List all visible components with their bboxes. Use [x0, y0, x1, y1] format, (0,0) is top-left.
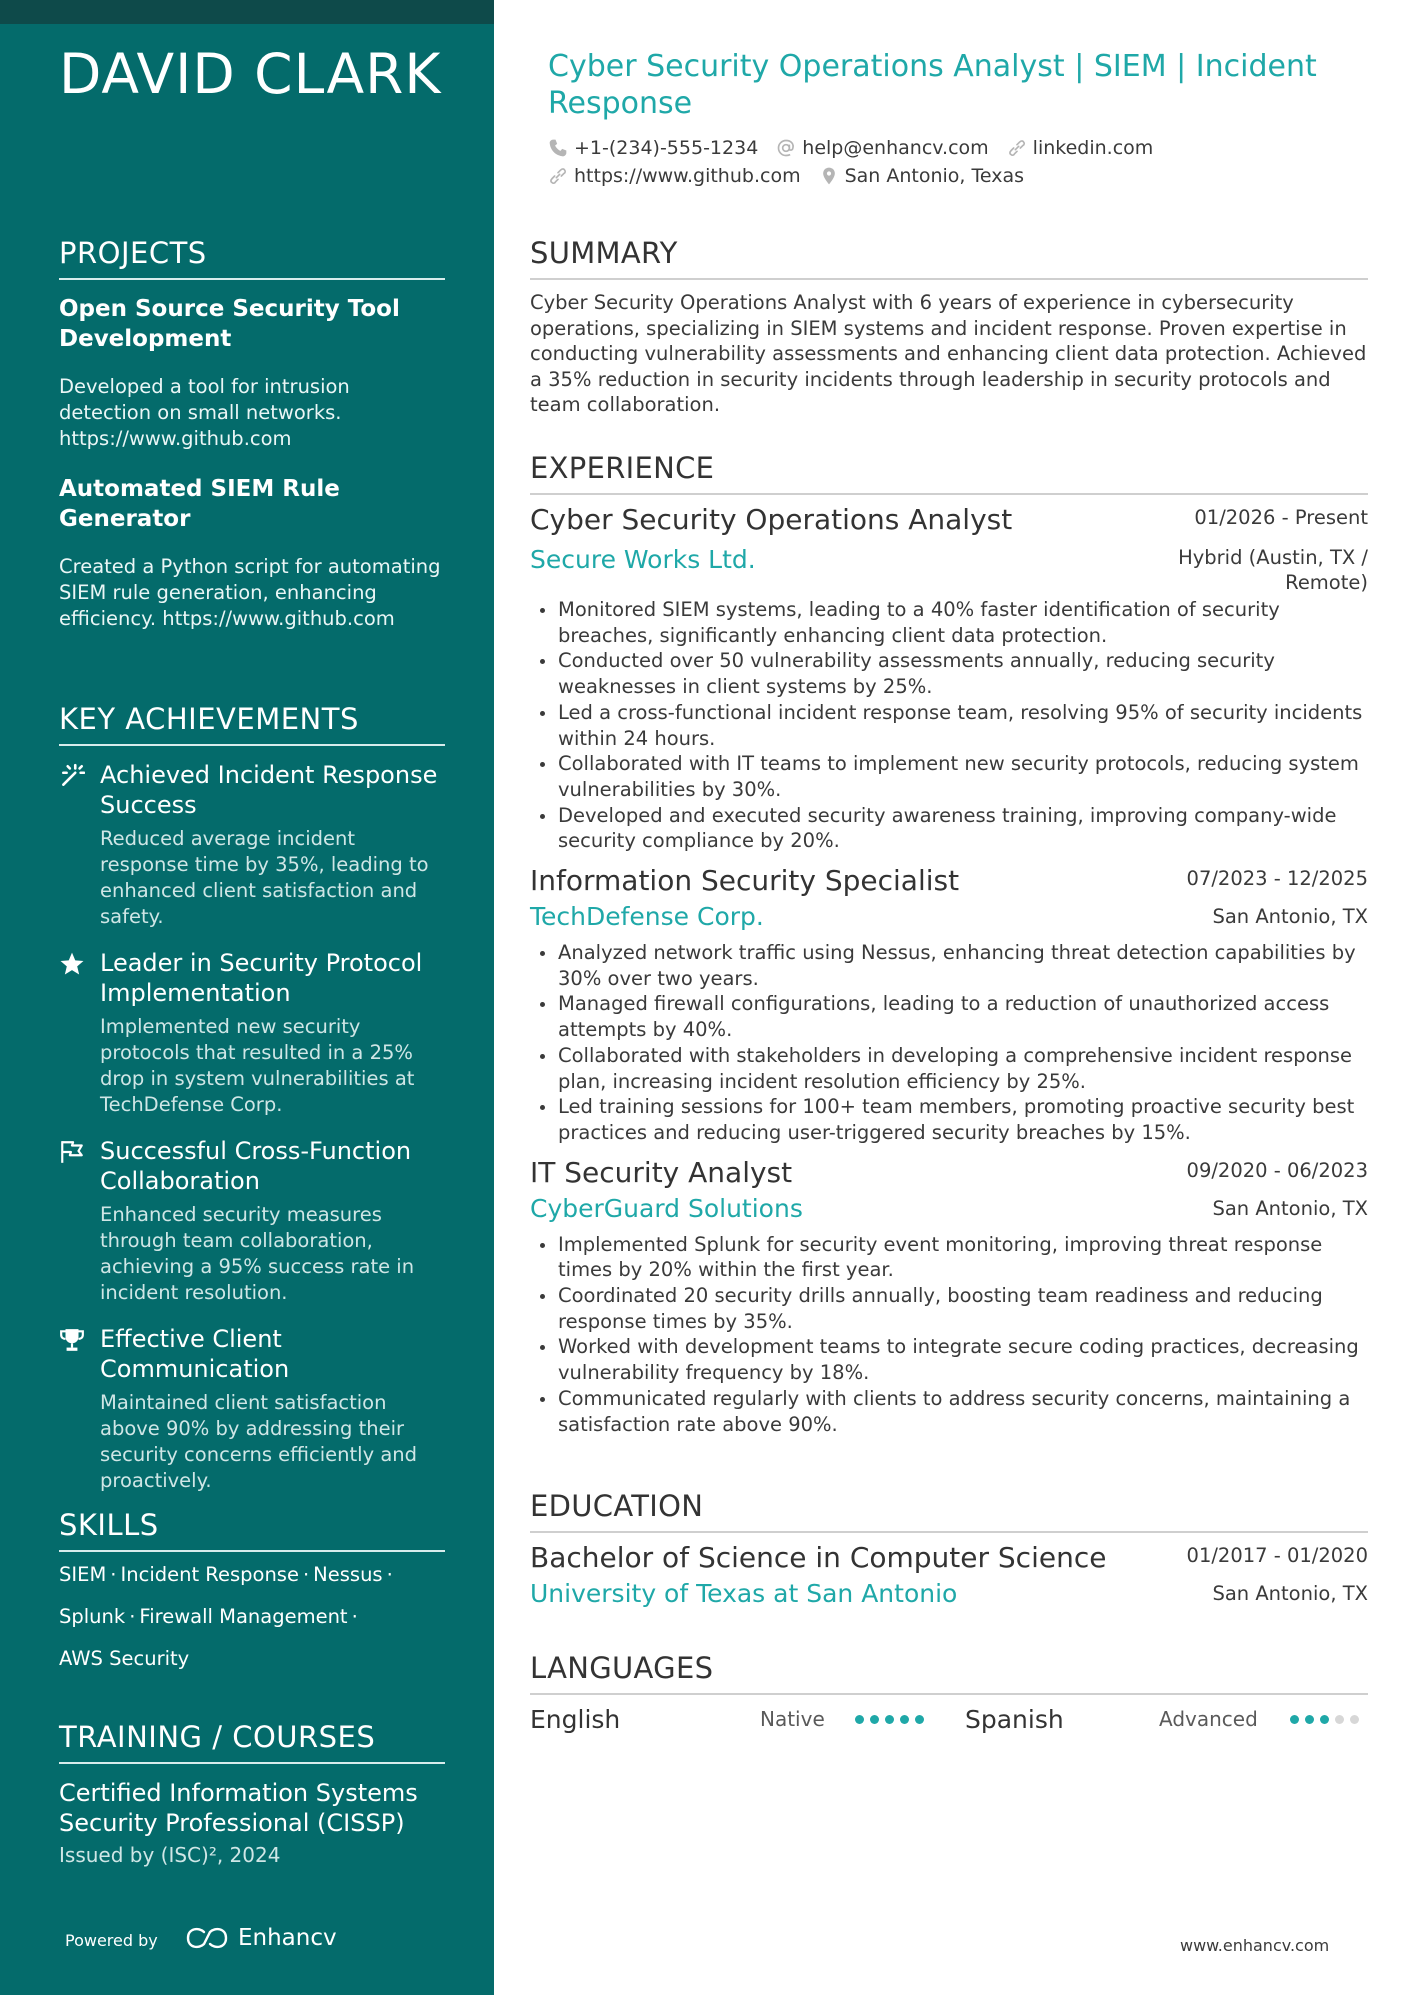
- skills-line: [59, 1554, 445, 1596]
- achievement-title: Leader in Security Protocol Implementation: [100, 949, 423, 1007]
- rating-dot: [915, 1715, 924, 1724]
- job-bullet: Coordinated 20 security drills annually, boosting team readiness and reducing response times by 35%.: [530, 1283, 1368, 1334]
- skill-tag: Nessus: [313, 1563, 383, 1586]
- rating-dot: [855, 1715, 864, 1724]
- job-title: IT Security Analyst: [530, 1155, 793, 1189]
- skill-tag: SIEM: [59, 1563, 107, 1586]
- job-date: 07/2023 - 12/2025: [1186, 867, 1368, 891]
- skill-tag: Firewall Management: [139, 1605, 348, 1628]
- job-title: Information Security Specialist: [530, 864, 960, 898]
- job-date: 09/2020 - 06/2023: [1186, 1158, 1368, 1182]
- achievement-item: [59, 1324, 445, 1494]
- job-bullet: Led training sessions for 100+ team members, promoting proactive security best practices and reducing user-triggered security breaches by 15%.: [530, 1094, 1368, 1145]
- experience-title: EXPERIENCE: [530, 451, 1368, 495]
- language-level: Native: [760, 1707, 825, 1731]
- project-description: Created a Python script for automating SIEM rule generation, enhancing efficiency. https://www.github.com: [59, 555, 441, 630]
- education-title: EDUCATION: [530, 1489, 1368, 1533]
- phone-icon: [548, 138, 568, 158]
- skill-separator: ·: [386, 1563, 393, 1586]
- training-title: TRAINING / COURSES: [59, 1720, 445, 1764]
- language-rating: [1290, 1715, 1359, 1724]
- projects-title: PROJECTS: [59, 236, 445, 280]
- job-bullet: Monitored SIEM systems, leading to a 40% faster identification of security breaches, significantly enhancing client data protection.: [530, 597, 1368, 648]
- contact-location: [819, 165, 1024, 187]
- linkedin-text: linkedin.com: [1032, 137, 1154, 159]
- magic-wand-icon: [59, 763, 85, 789]
- achievement-description: Implemented new security protocols that resulted in a 25% drop in system vulnerabilities at TechDefense Corp.: [100, 1015, 415, 1116]
- project-title: Open Source Security Tool Development: [59, 296, 400, 352]
- job-bullets: [530, 940, 1368, 1146]
- flag-icon: [59, 1139, 85, 1165]
- rating-dot: [885, 1715, 894, 1724]
- job-bullet: Collaborated with stakeholders in developing a comprehensive incident response plan, increasing incident resolution efficiency by 25%.: [530, 1043, 1368, 1094]
- job-bullet: Developed and executed security awareness training, improving company-wide security compliance by 20%.: [530, 803, 1368, 854]
- link-icon: [1007, 138, 1027, 158]
- projects-section: [59, 236, 445, 654]
- contact-github[interactable]: [548, 165, 801, 187]
- experience-section: [530, 451, 1368, 1445]
- job-entry: [530, 862, 1368, 1146]
- achievement-description: Reduced average incident response time by 35%, leading to enhanced client satisfaction and safety.: [100, 827, 429, 928]
- project-description: Developed a tool for intrusion detection on small networks. https://www.github.com: [59, 375, 350, 450]
- job-company: Secure Works Ltd.: [530, 545, 756, 574]
- rating-dot: [1290, 1715, 1299, 1724]
- skills-section: [59, 1508, 445, 1680]
- skill-separator: ·: [351, 1605, 358, 1628]
- summary-text: Cyber Security Operations Analyst with 6 years of experience in cybersecurity operations, specializing in SIEM systems and incident response. Proven expertise in conducting vulnerability assessments and enhancing client data protection. Achieved a 35% reduction in security incidents through leadership in security protocols and team collaboration.: [530, 291, 1367, 416]
- project-title: Automated SIEM Rule Generator: [59, 476, 340, 532]
- rating-dot: [1335, 1715, 1344, 1724]
- job-bullet: Led a cross-functional incident response team, resolving 95% of security incidents within 24 hours.: [530, 700, 1368, 751]
- github-text: https://www.github.com: [574, 165, 801, 187]
- course-issuer: Issued by (ISC)², 2024: [59, 1843, 281, 1867]
- languages-title: LANGUAGES: [530, 1651, 1368, 1695]
- skill-separator: ·: [129, 1605, 136, 1628]
- language-level: Advanced: [1159, 1707, 1258, 1731]
- job-entry: [530, 501, 1368, 854]
- degree-title: Bachelor of Science in Computer Science: [530, 1541, 1107, 1574]
- sidebar-top-bar: [0, 0, 494, 24]
- skills-line: [59, 1638, 445, 1680]
- contact-phone[interactable]: [548, 137, 758, 159]
- rating-dot: [1320, 1715, 1329, 1724]
- job-company: TechDefense Corp.: [530, 902, 764, 932]
- skill-separator: ·: [302, 1563, 310, 1586]
- contact-email[interactable]: [776, 137, 988, 159]
- training-section: [59, 1720, 445, 1870]
- footer-url[interactable]: www.enhancv.com: [1180, 1936, 1330, 1955]
- trophy-icon: [59, 1327, 85, 1353]
- language-name: English: [530, 1704, 621, 1734]
- skill-separator: ·: [110, 1563, 117, 1586]
- star-icon: [59, 951, 85, 977]
- job-title: Cyber Security Operations Analyst: [530, 503, 1013, 536]
- rating-dot: [1305, 1715, 1314, 1724]
- job-entry: [530, 1154, 1368, 1438]
- job-bullets: [530, 597, 1368, 854]
- achievement-item: [59, 948, 445, 1118]
- job-bullet: Collaborated with IT teams to implement new security protocols, reducing system vulnerabilities by 30%.: [530, 751, 1368, 802]
- job-location: Hybrid (Austin, TX / Remote): [1178, 546, 1368, 594]
- skill-tag: Splunk: [59, 1605, 126, 1628]
- job-bullet: Conducted over 50 vulnerability assessments annually, reducing security weaknesses in client systems by 25%.: [530, 648, 1368, 699]
- contact-row: [548, 165, 1024, 187]
- rating-dot: [1350, 1715, 1359, 1724]
- achievement-title: Effective Client Communication: [100, 1325, 290, 1383]
- skills-line: [59, 1596, 445, 1638]
- job-bullet: Managed firewall configurations, leading to a reduction of unauthorized access attempts by 40%.: [530, 991, 1368, 1042]
- at-icon: [776, 138, 796, 158]
- job-location: San Antonio, TX: [1212, 1196, 1368, 1220]
- contact-row: [548, 137, 1153, 159]
- job-bullets: [530, 1232, 1368, 1438]
- achievements-title: KEY ACHIEVEMENTS: [59, 702, 445, 746]
- achievement-title: Successful Cross-Function Collaboration: [100, 1137, 412, 1195]
- achievements-section: [59, 702, 445, 1512]
- candidate-name: DAVID CLARK: [59, 42, 442, 106]
- job-bullet: Communicated regularly with clients to address security concerns, maintaining a satisfaction rate above 90%.: [530, 1386, 1368, 1437]
- location-pin-icon: [819, 166, 839, 186]
- job-date: 01/2026 - Present: [1194, 506, 1368, 529]
- course-title: Certified Information Systems Security Professional (CISSP): [59, 1779, 418, 1837]
- language-rating: [855, 1715, 965, 1724]
- skills-title: SKILLS: [59, 1508, 445, 1552]
- summary-section: [530, 236, 1368, 418]
- rating-dot: [900, 1715, 909, 1724]
- rating-dot: [870, 1715, 879, 1724]
- education-date: 01/2017 - 01/2020: [1186, 1544, 1368, 1567]
- brand-name: Enhancv: [238, 1925, 337, 1951]
- location-text: San Antonio, Texas: [844, 165, 1025, 187]
- email-text: help@enhancv.com: [802, 137, 989, 159]
- skill-tag: Incident Response: [120, 1563, 299, 1586]
- school-name: University of Texas at San Antonio: [530, 1579, 958, 1608]
- enhancv-logo-icon: [184, 1925, 230, 1951]
- enhancv-logo[interactable]: [184, 1925, 337, 1951]
- link-icon: [548, 166, 568, 186]
- job-bullet: Implemented Splunk for security event monitoring, improving threat response times by 20% within the first year.: [530, 1232, 1368, 1283]
- languages-section: [530, 1651, 1368, 1739]
- achievement-description: Maintained client satisfaction above 90% by addressing their security concerns efficiently and proactively.: [100, 1391, 418, 1492]
- job-bullet: Worked with development teams to integrate secure coding practices, decreasing vulnerability frequency by 18%.: [530, 1334, 1368, 1385]
- job-bullet: Analyzed network traffic using Nessus, enhancing threat detection capabilities by 30% over two years.: [530, 940, 1368, 991]
- job-company: CyberGuard Solutions: [530, 1193, 803, 1223]
- job-location: San Antonio, TX: [1212, 905, 1368, 929]
- education-section: [530, 1489, 1368, 1611]
- powered-by-label: Powered by: [65, 1931, 158, 1950]
- contact-linkedin[interactable]: [1007, 137, 1154, 159]
- education-location: San Antonio, TX: [1212, 1582, 1368, 1605]
- summary-title: SUMMARY: [530, 236, 1368, 280]
- achievement-item: [59, 760, 445, 930]
- achievement-item: [59, 1136, 445, 1306]
- achievement-description: Enhanced security measures through team collaboration, achieving a 95% success rate in incident resolution.: [100, 1203, 415, 1304]
- achievement-title: Achieved Incident Response Success: [100, 761, 438, 819]
- language-name: Spanish: [965, 1704, 1064, 1734]
- skill-tag: AWS Security: [59, 1647, 190, 1670]
- languages-row: [530, 1699, 1368, 1739]
- headline: Cyber Security Operations Analyst | SIEM | Incident Response: [548, 49, 1317, 121]
- phone-text: +1-(234)-555-1234: [574, 137, 759, 159]
